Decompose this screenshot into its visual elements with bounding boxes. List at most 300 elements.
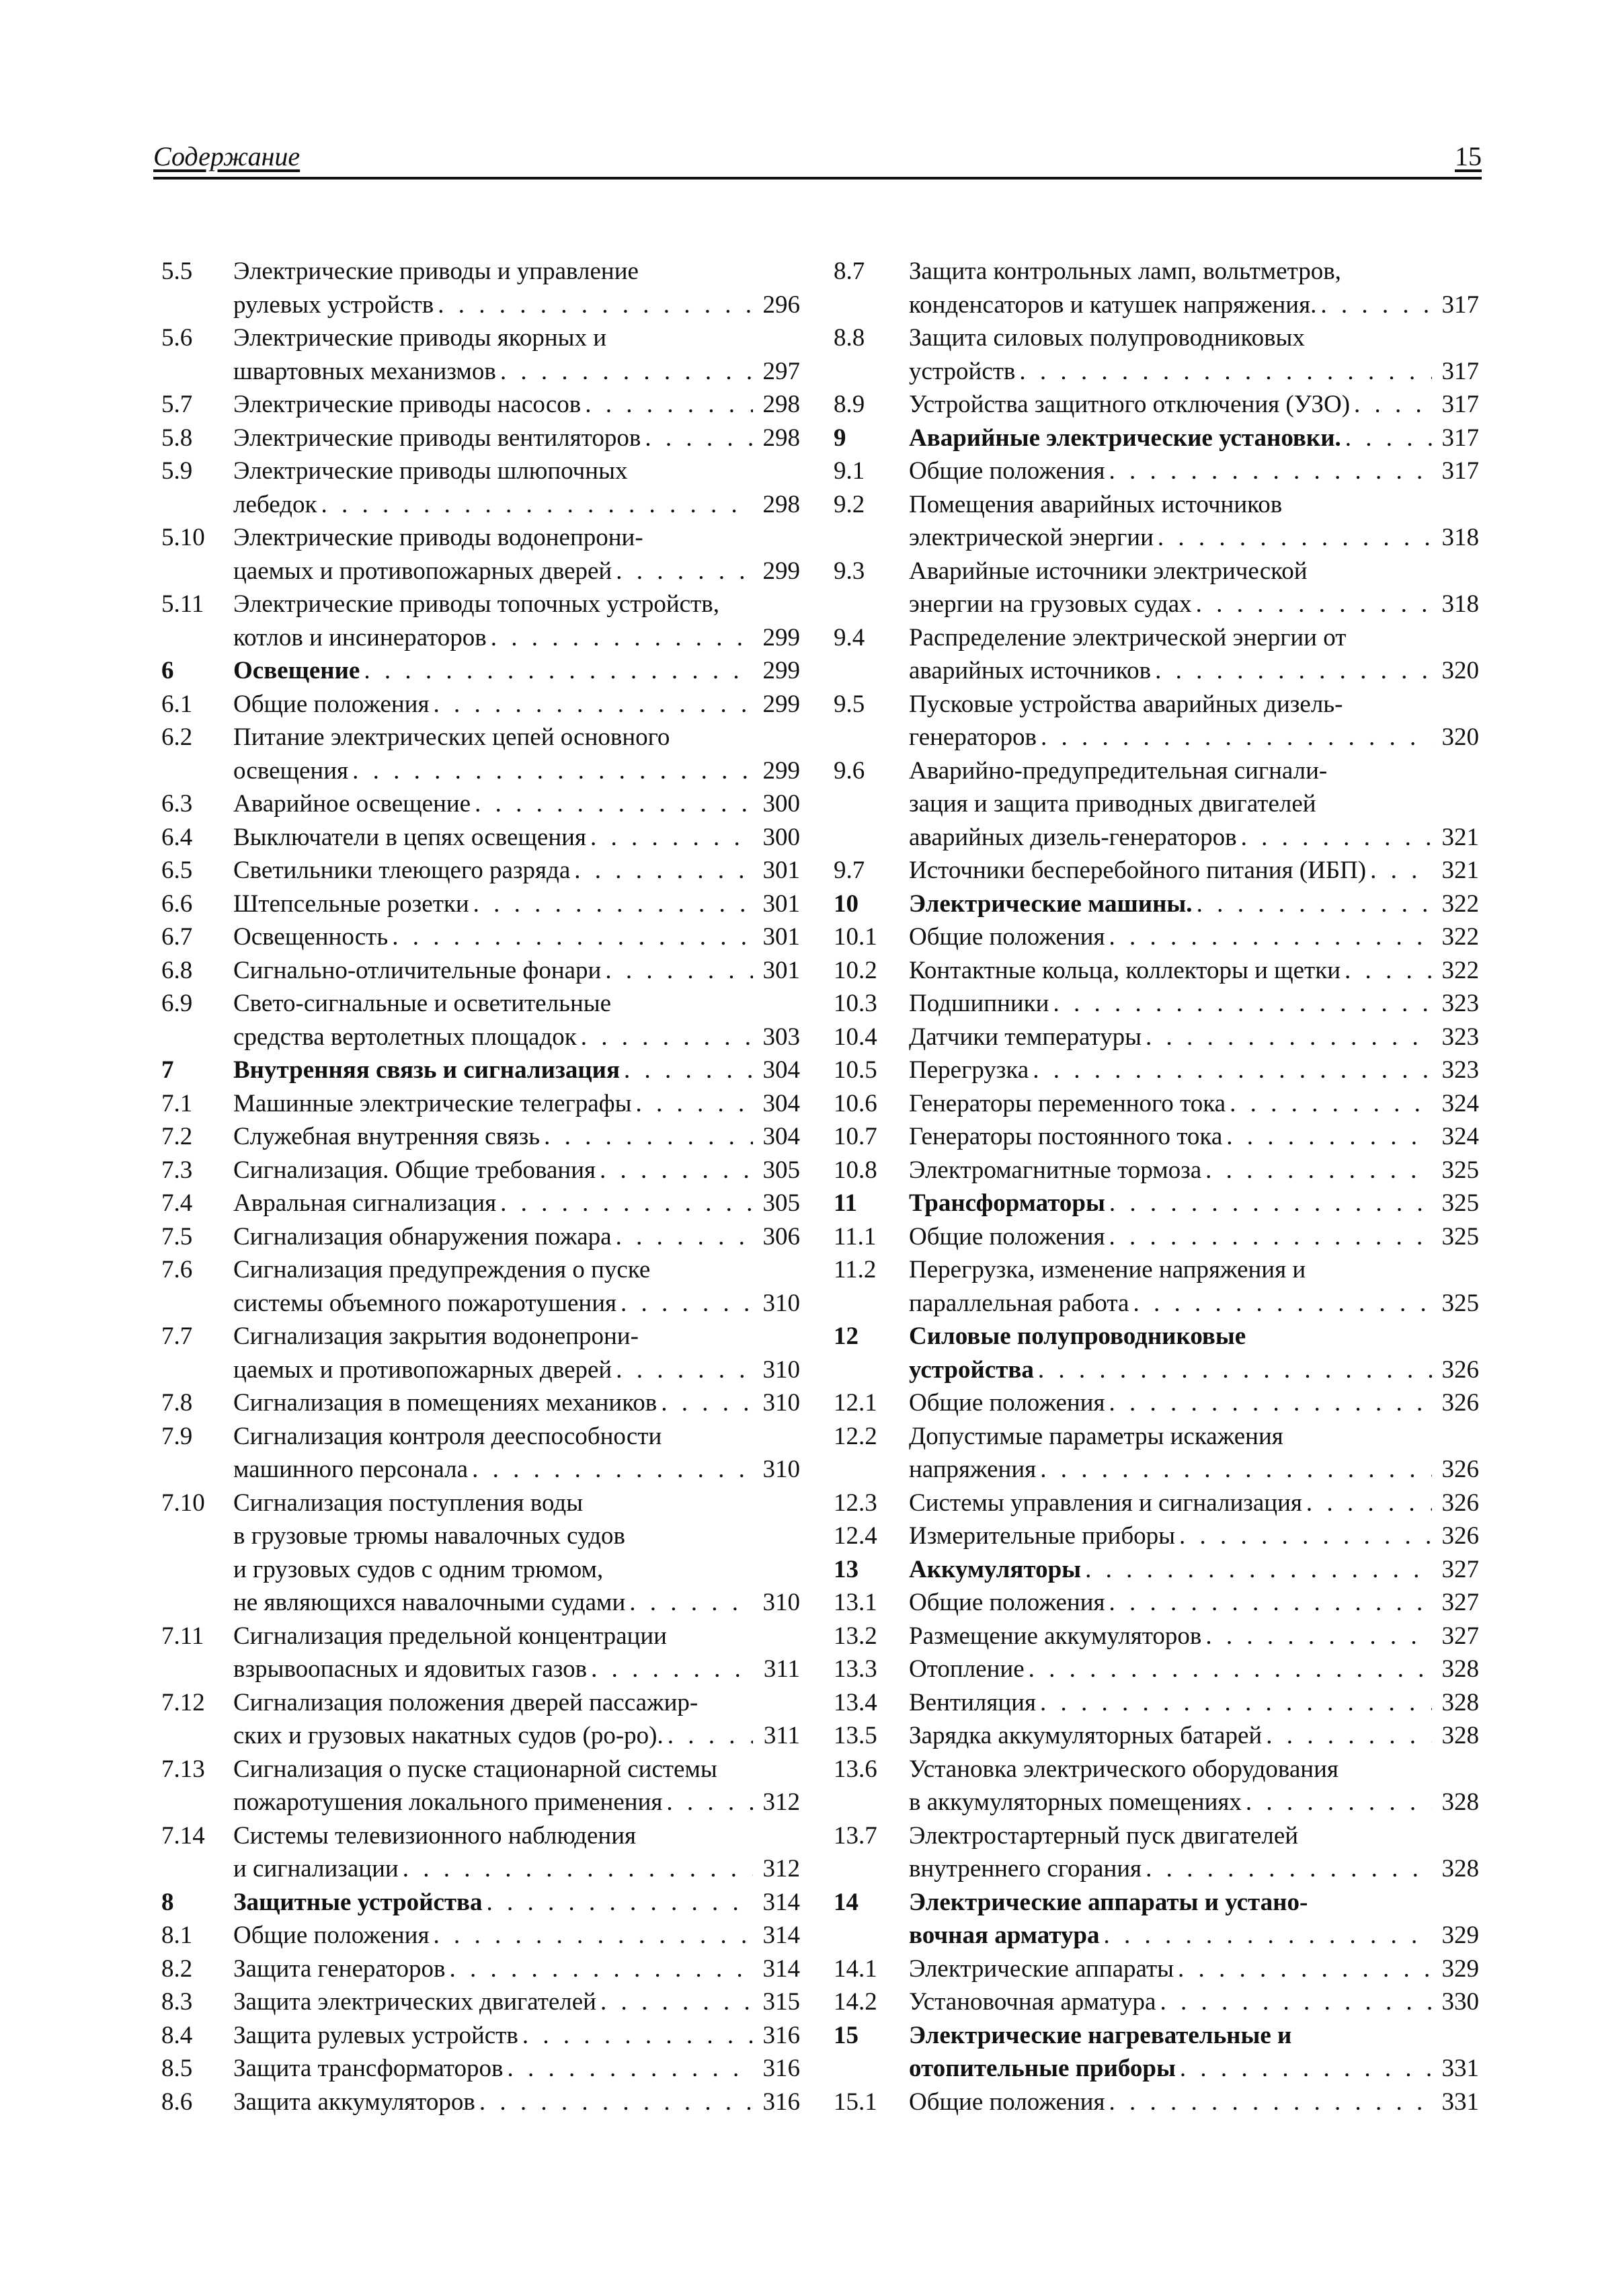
- toc-entry-text: [233, 787, 800, 821]
- toc-entry-text: [909, 754, 1479, 788]
- toc-page-number: 317: [1441, 391, 1479, 418]
- toc-entry-number: 7: [161, 1056, 174, 1084]
- toc-entry-title: Служебная внутренняя связь: [233, 1123, 541, 1150]
- toc-entry-number: 13.1: [834, 1589, 877, 1616]
- toc-entry-line: [834, 854, 1479, 887]
- toc-entry-text: [909, 621, 1479, 655]
- toc-entry-title: Перегрузка, изменение напряжения и: [909, 1256, 1306, 1283]
- toc-leader-dots: [1341, 422, 1432, 455]
- toc-leader-dots: [577, 1021, 753, 1054]
- toc-entry-title: Сигнализация. Общие требования: [233, 1156, 596, 1184]
- toc-entry-title: котлов и инсинераторов: [233, 623, 487, 651]
- toc-entry-title: Генераторы постоянного тока: [909, 1123, 1223, 1150]
- toc-entry-line: [161, 1819, 800, 1853]
- toc-entry-text: [909, 321, 1479, 355]
- toc-page-number: 328: [1441, 1688, 1479, 1716]
- toc-entry-title: аварийных источников: [909, 657, 1152, 684]
- toc-entry-text: [909, 488, 1479, 522]
- toc-entry-number: 10.1: [834, 923, 877, 951]
- toc-entry-line: [834, 255, 1479, 288]
- toc-entry-text: [233, 1154, 800, 1187]
- toc-entry-number: 6.7: [161, 923, 193, 951]
- toc-leader-dots: [581, 388, 753, 422]
- toc-leader-dots: [612, 1220, 753, 1254]
- toc-page-number: 300: [762, 790, 800, 818]
- toc-entry-text: [233, 1620, 800, 1653]
- toc-entry-line: [161, 1686, 800, 1720]
- toc-entry-line: [161, 1586, 800, 1620]
- toc-entry-title: Пусковые устройства аварийных дизель-: [909, 690, 1343, 718]
- toc-entry-line: [834, 422, 1479, 455]
- toc-entry-text: [233, 1287, 800, 1320]
- toc-leader-dots: [632, 1087, 754, 1121]
- toc-entry-text: [909, 1753, 1479, 1786]
- toc-entry-title: взрывоопасных и ядовитых газов: [233, 1655, 588, 1683]
- toc-page-number: 326: [1441, 1355, 1479, 1384]
- toc-page-number: 296: [762, 290, 800, 319]
- toc-entry-title: Системы телевизионного наблюдения: [233, 1821, 637, 1850]
- toc-leader-dots: [434, 288, 753, 322]
- toc-entry-title: Аккумуляторы: [909, 1555, 1082, 1583]
- toc-leader-dots: [1105, 1220, 1432, 1254]
- toc-entry-number: 15.1: [834, 2088, 877, 2116]
- toc-page-number: 322: [1441, 923, 1479, 951]
- toc-page-number: 310: [762, 1389, 800, 1417]
- toc-entry-text: [909, 1420, 1479, 1454]
- toc-entry-title: пожаротушения локального применения: [233, 1788, 663, 1816]
- toc-entry-line: [161, 688, 800, 721]
- toc-entry-number: 10.5: [834, 1056, 877, 1084]
- toc-entry-title: напряжения: [909, 1456, 1037, 1483]
- toc-entry-line: [834, 1719, 1479, 1753]
- toc-entry-title: внутреннего сгорания: [909, 1855, 1142, 1883]
- toc-leader-dots: [468, 1453, 753, 1487]
- toc-entry-number: 8.6: [161, 2088, 193, 2116]
- toc-entry-title: Свето-сигнальные и осветительные: [233, 990, 612, 1017]
- toc-entry-text: [233, 754, 800, 788]
- toc-entry-line: [834, 1753, 1479, 1786]
- toc-entry-text: [233, 1952, 800, 1986]
- toc-leader-dots: [1105, 920, 1432, 954]
- toc-page-number: 317: [1441, 290, 1479, 319]
- toc-entry-title: Электрические приводы якорных и: [233, 324, 607, 352]
- toc-entry-number: 13.5: [834, 1722, 877, 1749]
- toc-entry-text: [233, 422, 800, 455]
- toc-entry-text: [909, 588, 1479, 621]
- toc-entry-number: 6.1: [161, 690, 193, 718]
- toc-entry-text: [909, 1386, 1479, 1420]
- toc-entry-title: Установка электрического оборудования: [909, 1755, 1339, 1783]
- toc-entry-line: [834, 654, 1479, 688]
- toc-entry-text: [909, 954, 1479, 988]
- toc-entry-text: [909, 1586, 1479, 1620]
- toc-entry-text: [233, 1586, 800, 1620]
- toc-leader-dots: [612, 1353, 753, 1387]
- toc-entry-text: [909, 987, 1479, 1021]
- toc-entry-line: [161, 787, 800, 821]
- toc-entry-line: [161, 1287, 800, 1320]
- toc-entry-text: [233, 654, 800, 688]
- toc-entry-text: [909, 721, 1479, 754]
- toc-entry-title: Электрические машины.: [909, 889, 1193, 918]
- toc-entry-title: Общие положения: [233, 1922, 430, 1949]
- toc-leader-dots: [1316, 288, 1432, 322]
- toc-entry-title: устройств: [909, 357, 1016, 385]
- toc-entry-line: [834, 1487, 1479, 1520]
- toc-entry-title: Электрические приводы водонепрони-: [233, 524, 643, 551]
- toc-entry-number: 6: [161, 657, 174, 684]
- toc-page-number: 322: [1441, 889, 1479, 918]
- toc-entry-title: лебедок: [233, 490, 317, 518]
- toc-entry-line: [161, 1120, 800, 1154]
- toc-leader-dots: [1350, 388, 1432, 422]
- toc-leader-dots: [641, 422, 753, 455]
- toc-page-number: 310: [762, 1355, 800, 1384]
- toc-entry-line: [161, 1519, 800, 1553]
- toc-entry-text: [233, 321, 800, 355]
- toc-page-number: 325: [1441, 1189, 1479, 1217]
- toc-page-number: 300: [762, 823, 800, 851]
- toc-page-number: 320: [1441, 657, 1479, 684]
- toc-entry-title: Сигнализация положения дверей пассажир-: [233, 1688, 698, 1716]
- toc-entry-text: [233, 1819, 800, 1853]
- toc-entry-text: [233, 1420, 800, 1454]
- toc-page-number: 321: [1441, 823, 1479, 851]
- toc-entry-number: 6.9: [161, 990, 193, 1017]
- toc-entry-line: [161, 454, 800, 488]
- toc-entry-title: Аварийное освещение: [233, 790, 471, 818]
- toc-entry-text: [233, 854, 800, 887]
- toc-entry-text: [233, 355, 800, 389]
- toc-entry-title: Электрические приводы шлюпочных: [233, 457, 628, 485]
- toc-entry-title: Выключатели в цепях освещения: [233, 823, 586, 851]
- toc-leader-dots: [601, 954, 753, 988]
- toc-entry-text: [909, 521, 1479, 555]
- toc-entry-title: Сигнализация предельной концентрации: [233, 1622, 667, 1650]
- toc-entry-line: [834, 355, 1479, 389]
- toc-page-number: 327: [1441, 1589, 1479, 1616]
- toc-entry-number: 13.4: [834, 1688, 877, 1716]
- toc-entry-line: [161, 621, 800, 655]
- toc-entry-title: Сигнализация в помещениях механиков: [233, 1389, 657, 1417]
- toc-page-number: 301: [762, 923, 800, 951]
- toc-entry-text: [909, 1120, 1479, 1154]
- toc-leader-dots: [1154, 521, 1432, 555]
- toc-entry-line: [834, 1220, 1479, 1254]
- toc-entry-title: Электрические приводы вентиляторов: [233, 424, 641, 452]
- toc-entry-text: [909, 854, 1479, 887]
- toc-entry-number: 5.7: [161, 391, 193, 418]
- toc-entry-line: [834, 454, 1479, 488]
- toc-entry-line: [161, 1952, 800, 1986]
- toc-entry-number: 9.7: [834, 857, 865, 884]
- toc-leader-dots: [1341, 954, 1432, 988]
- toc-page-number: 328: [1441, 1722, 1479, 1749]
- toc-page-number: 303: [762, 1023, 800, 1051]
- toc-entry-title: Трансформаторы: [909, 1189, 1105, 1217]
- toc-entry-number: 8.5: [161, 2055, 193, 2082]
- toc-leader-dots: [612, 555, 753, 588]
- toc-leader-dots: [570, 854, 753, 887]
- toc-entry-number: 5.9: [161, 457, 193, 485]
- toc-entry-title: Защита электрических двигателей: [233, 1988, 596, 2016]
- toc-entry-number: 10.4: [834, 1023, 877, 1051]
- toc-entry-number: 5.6: [161, 324, 193, 352]
- toc-entry-title: Контактные кольца, коллекторы и щетки: [909, 956, 1341, 984]
- toc-entry-number: 7.4: [161, 1189, 193, 1217]
- toc-entry-line: [161, 654, 800, 688]
- toc-entry-title: Датчики температуры: [909, 1023, 1142, 1051]
- toc-entry-line: [834, 1620, 1479, 1653]
- toc-page-number: 304: [762, 1056, 800, 1084]
- toc-leader-dots: [1175, 1519, 1432, 1553]
- toc-entry-title: Общие положения: [909, 923, 1105, 951]
- toc-entry-title: Источники бесперебойного питания (ИБП): [909, 857, 1367, 884]
- toc-entry-text: [909, 1886, 1479, 1919]
- toc-leader-dots: [664, 1719, 753, 1753]
- toc-leader-dots: [1081, 1553, 1432, 1587]
- toc-entry-number: 8.9: [834, 391, 865, 418]
- toc-page-number: 324: [1441, 1123, 1479, 1150]
- toc-page-number: 323: [1441, 1056, 1479, 1084]
- toc-entry-text: [233, 721, 800, 754]
- toc-leader-dots: [1242, 1786, 1432, 1819]
- toc-leader-dots: [503, 2052, 753, 2086]
- toc-entry-title: Общие положения: [233, 690, 430, 718]
- toc-entry-number: 6.2: [161, 723, 193, 751]
- toc-entry-text: [909, 1719, 1479, 1753]
- toc-entry-line: [834, 1120, 1479, 1154]
- toc-entry-title: Аварийно-предупредительная сигнали-: [909, 756, 1328, 785]
- toc-entry-text: [909, 1453, 1479, 1487]
- toc-entry-number: 11.1: [834, 1222, 877, 1251]
- toc-entry-title: в грузовые трюмы навалочных судов: [233, 1522, 625, 1550]
- toc-entry-number: 7.14: [161, 1821, 205, 1850]
- toc-page-number: 326: [1441, 1389, 1479, 1417]
- toc-leader-dots: [625, 1586, 753, 1620]
- toc-leader-dots: [1105, 1187, 1432, 1220]
- toc-entry-text: [233, 588, 800, 621]
- toc-page-number: 325: [1441, 1289, 1479, 1317]
- toc-entry-title: рулевых устройств: [233, 290, 434, 319]
- header-rule: [153, 177, 1482, 180]
- toc-entry-number: 7.11: [161, 1622, 204, 1650]
- toc-entry-title: Генераторы переменного тока: [909, 1089, 1226, 1117]
- toc-leader-dots: [496, 355, 753, 389]
- toc-page-number: 326: [1441, 1456, 1479, 1483]
- toc-entry-title: ских и грузовых накатных судов (ро-ро).: [233, 1722, 664, 1749]
- toc-entry-title: Сигнализация поступления воды: [233, 1489, 584, 1517]
- toc-entry-line: [834, 1952, 1479, 1986]
- toc-entry-title: Электромагнитные тормоза: [909, 1156, 1202, 1184]
- toc-entry-line: [834, 1087, 1479, 1121]
- toc-page-number: 304: [762, 1123, 800, 1150]
- toc-entry-number: 12: [834, 1322, 858, 1350]
- toc-leader-dots: [1015, 355, 1432, 389]
- toc-entry-line: [834, 821, 1479, 855]
- toc-entry-title: Сигнально-отличительные фонари: [233, 956, 602, 984]
- toc-page-number: 299: [762, 557, 800, 585]
- toc-entry-number: 14.2: [834, 1988, 877, 2016]
- toc-entry-text: [909, 787, 1479, 821]
- toc-entry-text: [909, 1087, 1479, 1121]
- toc-entry-title: Измерительные приборы: [909, 1522, 1175, 1550]
- toc-entry-line: [161, 1919, 800, 1952]
- toc-page-number: 326: [1441, 1522, 1479, 1550]
- toc-entry-title: цаемых и противопожарных дверей: [233, 1355, 612, 1384]
- toc-entry-title: Общие положения: [909, 2088, 1105, 2116]
- toc-page-number: 327: [1441, 1622, 1479, 1650]
- toc-leader-dots: [487, 621, 753, 655]
- toc-entry-line: [161, 1054, 800, 1087]
- toc-entry-number: 8: [161, 1888, 174, 1916]
- toc-entry-title: и грузовых судов с одним трюмом,: [233, 1555, 604, 1583]
- toc-page-number: 317: [1441, 357, 1479, 385]
- toc-entry-line: [161, 1719, 800, 1753]
- toc-entry-title: Электростартерный пуск двигателей: [909, 1821, 1299, 1850]
- toc-entry-text: [909, 887, 1479, 921]
- toc-entry-text: [233, 1519, 800, 1553]
- toc-entry-line: [834, 1653, 1479, 1686]
- toc-entry-title: Электрические приводы и управление: [233, 258, 639, 285]
- toc-entry-text: [233, 1886, 800, 1919]
- toc-entry-title: Сигнализация обнаружения пожара: [233, 1222, 612, 1251]
- toc-entry-line: [834, 1386, 1479, 1420]
- toc-entry-title: Сигнализация о пуске стационарной системы: [233, 1755, 717, 1783]
- toc-entry-line: [161, 488, 800, 522]
- toc-entry-number: 6.8: [161, 956, 193, 984]
- toc-entry-number: 10.8: [834, 1156, 877, 1184]
- toc-entry-text: [233, 488, 800, 522]
- toc-entry-text: [233, 1453, 800, 1487]
- toc-entry-title: Питание электрических цепей основного: [233, 723, 670, 751]
- toc-leader-dots: [596, 1985, 753, 2019]
- toc-page-number: 304: [762, 1089, 800, 1117]
- toc-entry-line: [161, 1852, 800, 1886]
- toc-entry-text: [233, 1187, 800, 1220]
- toc-entry-title: вочная арматура: [909, 1922, 1100, 1949]
- toc-entry-text: [233, 887, 800, 921]
- toc-entry-title: средства вертолетных площадок: [233, 1023, 577, 1051]
- toc-right-column: [834, 255, 1479, 2119]
- toc-entry-number: 8.7: [834, 258, 865, 285]
- toc-entry-title: Освещенность: [233, 923, 389, 951]
- toc-entry-text: [909, 288, 1479, 322]
- toc-entry-title: генераторов: [909, 723, 1037, 751]
- toc-entry-number: 9.5: [834, 690, 865, 718]
- toc-entry-line: [161, 887, 800, 921]
- toc-entry-line: [834, 1287, 1479, 1320]
- toc-entry-title: в аккумуляторных помещениях: [909, 1788, 1242, 1816]
- toc-entry-number: 9.1: [834, 457, 865, 485]
- toc-leader-dots: [616, 1287, 753, 1320]
- toc-entry-line: [834, 388, 1479, 422]
- toc-leader-dots: [1034, 1353, 1432, 1387]
- toc-entry-title: Сигнализация закрытия водонепрони-: [233, 1322, 639, 1350]
- toc-leader-dots: [1142, 1852, 1432, 1886]
- toc-entry-line: [161, 288, 800, 322]
- toc-page-number: 314: [762, 1954, 800, 1983]
- toc-entry-text: [233, 987, 800, 1021]
- toc-entry-text: [233, 821, 800, 855]
- toc-entry-text: [233, 1852, 800, 1886]
- toc-entry-title: Сигнализация контроля дееспособности: [233, 1422, 662, 1450]
- toc-page-number: 318: [1441, 524, 1479, 551]
- toc-entry-number: 9.2: [834, 490, 865, 518]
- toc-entry-text: [909, 2086, 1479, 2119]
- toc-entry-text: [233, 555, 800, 588]
- toc-entry-line: [834, 1320, 1479, 1353]
- toc-page-number: 310: [762, 1289, 800, 1317]
- toc-entry-line: [834, 1586, 1479, 1620]
- toc-entry-number: 8.2: [161, 1954, 193, 1983]
- toc-entry-line: [834, 1886, 1479, 1919]
- toc-entry-line: [161, 920, 800, 954]
- toc-leader-dots: [1105, 2086, 1432, 2119]
- toc-page-number: 305: [762, 1156, 800, 1184]
- toc-entry-title: Защита силовых полупроводниковых: [909, 324, 1305, 352]
- toc-entry-number: 7.13: [161, 1755, 205, 1783]
- toc-entry-number: 9.3: [834, 557, 865, 585]
- toc-entry-title: Машинные электрические телеграфы: [233, 1089, 632, 1117]
- toc-entry-text: [909, 920, 1479, 954]
- toc-leader-dots: [1176, 2052, 1432, 2086]
- toc-entry-title: Зарядка аккумуляторных батарей: [909, 1722, 1263, 1749]
- toc-leader-dots: [360, 654, 753, 688]
- toc-leader-dots: [587, 1653, 753, 1686]
- toc-entry-title: системы объемного пожаротушения: [233, 1289, 617, 1317]
- toc-entry-title: Размещение аккумуляторов: [909, 1622, 1202, 1650]
- toc-entry-line: [834, 721, 1479, 754]
- toc-entry-text: [233, 454, 800, 488]
- toc-left-column: [161, 255, 800, 2119]
- page-title: Содержание: [153, 141, 301, 171]
- toc-entry-line: [834, 2019, 1479, 2053]
- toc-entry-text: [909, 1919, 1479, 1952]
- toc-entry-title: устройства: [909, 1355, 1034, 1384]
- toc-entry-text: [909, 1519, 1479, 1553]
- toc-entry-title: Отопление: [909, 1655, 1025, 1683]
- toc-entry-line: [161, 1154, 800, 1187]
- toc-page-number: 298: [762, 424, 800, 452]
- toc-entry-title: параллельная работа: [909, 1289, 1129, 1317]
- toc-leader-dots: [1036, 1453, 1432, 1487]
- toc-leader-dots: [1049, 987, 1432, 1021]
- toc-entry-text: [233, 1087, 800, 1121]
- toc-entry-line: [161, 2086, 800, 2119]
- toc-entry-number: 12.2: [834, 1422, 877, 1450]
- toc-entry-text: [909, 1786, 1479, 1819]
- toc-leader-dots: [1029, 1054, 1432, 1087]
- toc-entry-line: [834, 555, 1479, 588]
- toc-leader-dots: [429, 1919, 753, 1952]
- toc-entry-title: зация и защита приводных двигателей: [909, 790, 1316, 818]
- toc-leader-dots: [1100, 1919, 1433, 1952]
- toc-entry-title: энергии на грузовых судах: [909, 590, 1192, 618]
- toc-entry-title: Аварийные электрические установки.: [909, 424, 1341, 452]
- toc-entry-line: [834, 1353, 1479, 1387]
- page-header: [153, 138, 1482, 180]
- toc-entry-number: 8.3: [161, 1988, 193, 2016]
- toc-entry-line: [161, 555, 800, 588]
- toc-leader-dots: [1226, 1087, 1432, 1121]
- toc-entry-number: 5.8: [161, 424, 193, 452]
- toc-page-number: 311: [763, 1722, 800, 1749]
- toc-entry-line: [834, 1154, 1479, 1187]
- toc-entry-text: [909, 422, 1479, 455]
- toc-entry-title: Системы управления и сигнализация: [909, 1489, 1302, 1517]
- toc-entry-line: [834, 688, 1479, 721]
